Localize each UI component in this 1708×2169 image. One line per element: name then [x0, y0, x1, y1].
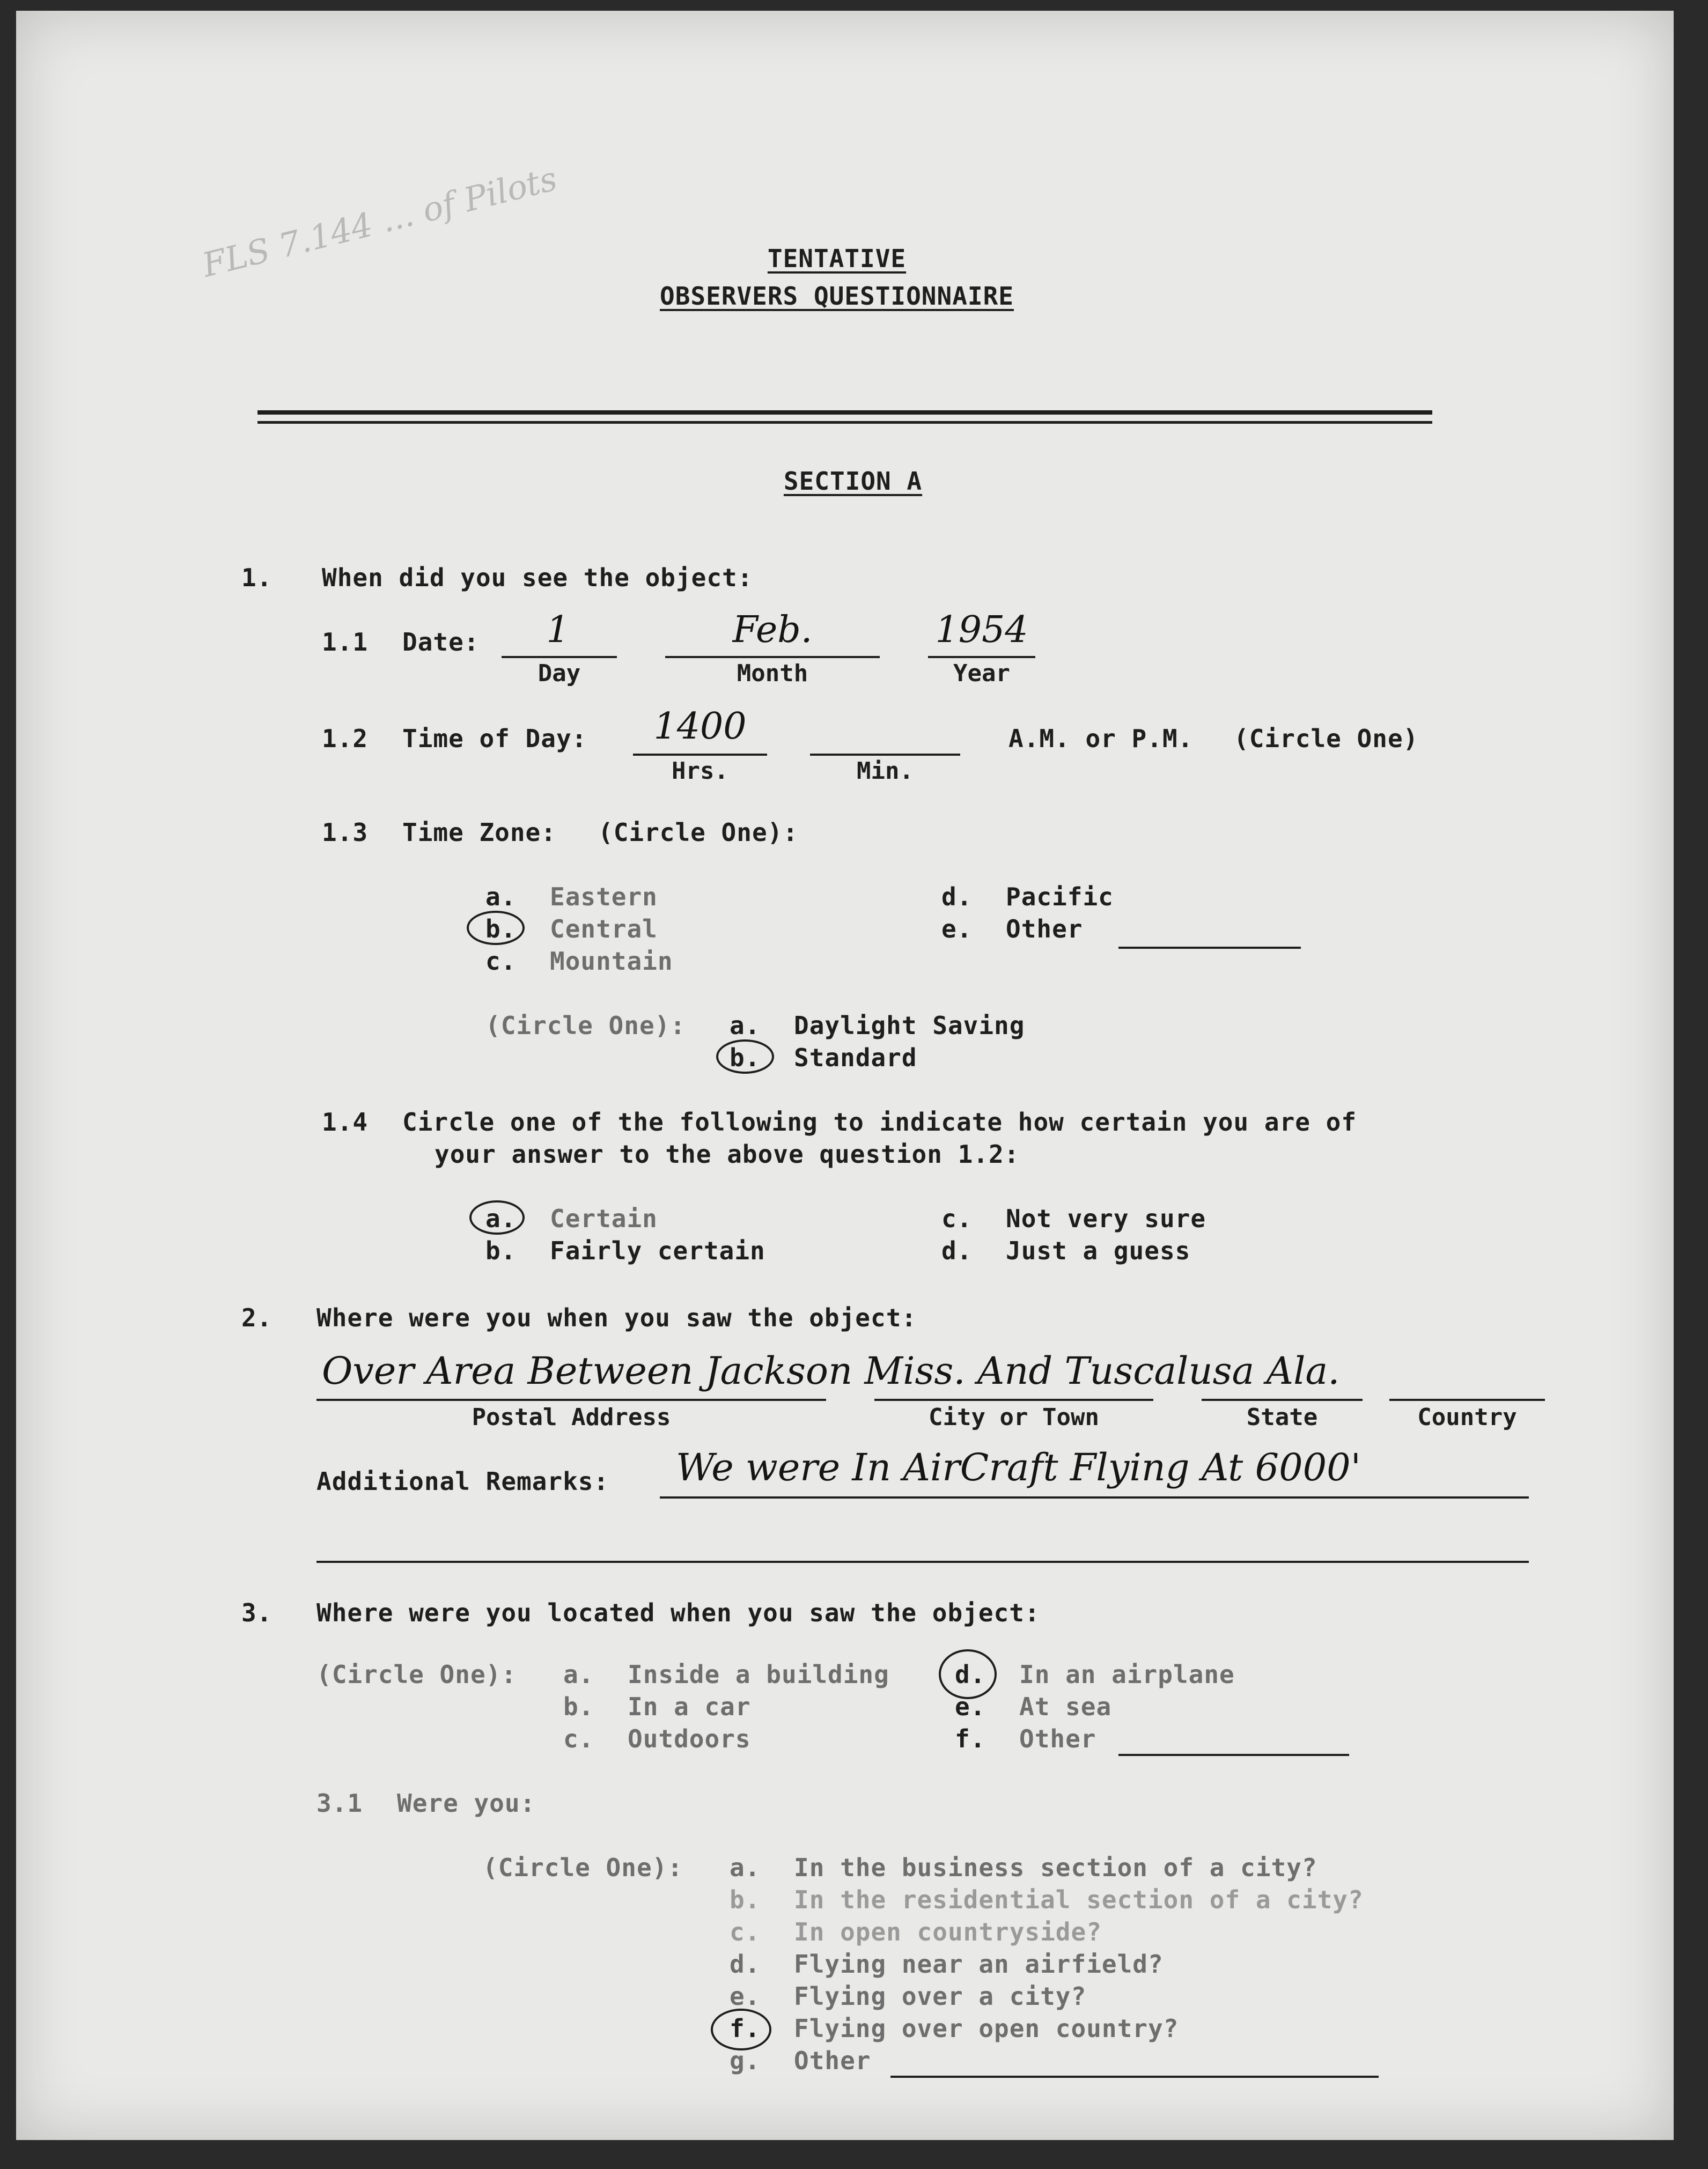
selection-circle	[711, 2009, 771, 2050]
date-month-value[interactable]: Feb.	[732, 609, 813, 651]
q1-4-text-line1: Circle one of the following to indicate how certain you are of	[402, 1108, 1357, 1137]
q1-4-number: 1.4	[322, 1108, 369, 1137]
location-answer[interactable]: Over Area Between Jackson Miss. And Tuscalusa Ala.	[322, 1349, 1340, 1393]
margin-note: FLS 7.144 ... of Pilots	[198, 159, 561, 285]
cert-option-key: c.	[941, 1204, 973, 1233]
loc-option-key: c.	[563, 1724, 594, 1753]
q1-3-number: 1.3	[322, 818, 369, 847]
tz-option-eastern[interactable]: Eastern	[550, 882, 658, 911]
area-option-key: a.	[730, 1853, 761, 1882]
loc-option-car[interactable]: In a car	[628, 1692, 751, 1721]
area-option-business[interactable]: In the business section of a city?	[794, 1853, 1317, 1882]
cert-option-key: b.	[485, 1236, 517, 1265]
tz-option-key: d.	[941, 882, 973, 911]
q1-2-label: Time of Day:	[402, 724, 587, 753]
area-option-key: d.	[730, 1950, 761, 1979]
cert-option-guess[interactable]: Just a guess	[1006, 1236, 1191, 1265]
loc-option-other[interactable]: Other	[1019, 1724, 1096, 1753]
q2-number: 2.	[241, 1303, 273, 1332]
area-option-residential[interactable]: In the residential section of a city?	[794, 1885, 1364, 1914]
q1-2-number: 1.2	[322, 724, 369, 753]
loc-option-key: a.	[563, 1660, 594, 1689]
dst-option-key: a.	[730, 1011, 761, 1040]
loc-option-airplane[interactable]: In an airplane	[1019, 1660, 1235, 1689]
date-month-label: Month	[737, 660, 808, 687]
area-option-key: b.	[730, 1885, 761, 1914]
postal-label: Postal Address	[472, 1404, 671, 1431]
q3-1-text: Were you:	[397, 1789, 536, 1818]
time-circle-one: (Circle One)	[1234, 724, 1419, 753]
section-title: SECTION A	[783, 467, 923, 496]
q3-1-number: 3.1	[316, 1789, 363, 1818]
divider-rule-bottom	[257, 421, 1432, 424]
remarks-label: Additional Remarks:	[316, 1467, 609, 1496]
state-label: State	[1246, 1404, 1318, 1431]
cert-option-key: a.	[485, 1204, 517, 1233]
date-day-value[interactable]: 1	[546, 609, 570, 651]
loc-option-key: b.	[563, 1692, 594, 1721]
q1-3-circle-one: (Circle One):	[598, 818, 799, 847]
date-day-label: Day	[538, 660, 581, 687]
loc-other-line	[1118, 1754, 1349, 1756]
tz-option-key: c.	[485, 947, 517, 976]
area-option-key: c.	[730, 1917, 761, 1946]
selection-circle	[469, 1200, 525, 1235]
country-label: Country	[1417, 1404, 1517, 1431]
tz-other-line	[1118, 947, 1301, 949]
date-year-value[interactable]: 1954	[935, 609, 1028, 651]
cert-option-certain[interactable]: Certain	[550, 1204, 658, 1233]
q1-1-label: Date:	[402, 628, 480, 656]
time-hrs-value[interactable]: 1400	[653, 705, 747, 748]
area-option-other[interactable]: Other	[794, 2046, 871, 2075]
area-option-countryside[interactable]: In open countryside?	[794, 1917, 1102, 1946]
q2-text: Where were you when you saw the object:	[316, 1303, 917, 1332]
divider-rule-top	[257, 410, 1432, 415]
city-line	[874, 1399, 1153, 1401]
q3-text: Where were you located when you saw the object:	[316, 1598, 1040, 1627]
area-option-key: g.	[730, 2046, 761, 2075]
loc-option-sea[interactable]: At sea	[1019, 1692, 1112, 1721]
loc-option-key: f.	[955, 1724, 986, 1753]
tz-option-other[interactable]: Other	[1006, 914, 1083, 943]
time-hrs-line	[633, 754, 767, 756]
city-label: City or Town	[929, 1404, 1099, 1431]
q1-number: 1.	[241, 563, 273, 592]
dst-option-key: b.	[730, 1043, 761, 1072]
area-other-line	[890, 2076, 1379, 2078]
remarks-value[interactable]: We were In AirCraft Flying At 6000'	[676, 1445, 1361, 1489]
area-option-key: e.	[730, 1982, 761, 2011]
remarks-line-2	[316, 1561, 1529, 1563]
date-month-line	[665, 656, 880, 658]
time-ampm[interactable]: A.M. or P.M.	[1008, 724, 1194, 753]
time-hrs-label: Hrs.	[672, 757, 728, 785]
header-line1: TENTATIVE	[767, 244, 907, 273]
loc-option-key: d.	[955, 1660, 986, 1689]
tz-option-key: e.	[941, 914, 973, 943]
cert-option-fairly[interactable]: Fairly certain	[550, 1236, 765, 1265]
header-line2: OBSERVERS QUESTIONNAIRE	[660, 282, 1014, 311]
area-option-over-city[interactable]: Flying over a city?	[794, 1982, 1087, 2011]
cert-option-not-sure[interactable]: Not very sure	[1006, 1204, 1206, 1233]
dst-option-standard[interactable]: Standard	[794, 1043, 917, 1072]
dst-option-daylight[interactable]: Daylight Saving	[794, 1011, 1025, 1040]
date-year-label: Year	[953, 660, 1010, 687]
country-line	[1389, 1399, 1545, 1401]
selection-circle	[467, 911, 525, 945]
date-year-line	[928, 656, 1035, 658]
document-page	[16, 11, 1674, 2140]
time-min-line	[810, 754, 960, 756]
cert-option-key: d.	[941, 1236, 973, 1265]
date-day-line	[502, 656, 617, 658]
postal-line	[316, 1399, 826, 1401]
tz-option-key: b.	[485, 914, 517, 943]
tz-option-pacific[interactable]: Pacific	[1006, 882, 1114, 911]
q3-circle-one: (Circle One):	[316, 1660, 517, 1689]
tz-option-central[interactable]: Central	[550, 914, 658, 943]
tz-option-key: a.	[485, 882, 517, 911]
q3-number: 3.	[241, 1598, 273, 1627]
q3-1-circle-one: (Circle One):	[483, 1853, 683, 1882]
q1-3-label: Time Zone:	[402, 818, 556, 847]
loc-option-building[interactable]: Inside a building	[628, 1660, 889, 1689]
q1-1-number: 1.1	[322, 628, 369, 656]
remarks-line-1	[660, 1496, 1529, 1499]
state-line	[1202, 1399, 1363, 1401]
area-option-key: f.	[730, 2014, 761, 2043]
area-option-open-country[interactable]: Flying over open country?	[794, 2014, 1179, 2043]
time-min-label: Min.	[857, 757, 914, 785]
dst-circle-one: (Circle One):	[485, 1011, 686, 1040]
q1-text: When did you see the object:	[322, 563, 753, 592]
loc-option-key: e.	[955, 1692, 986, 1721]
loc-option-outdoors[interactable]: Outdoors	[628, 1724, 751, 1753]
selection-circle	[716, 1039, 774, 1074]
area-option-airfield[interactable]: Flying near an airfield?	[794, 1950, 1164, 1979]
tz-option-mountain[interactable]: Mountain	[550, 947, 673, 976]
q1-4-text-line2: your answer to the above question 1.2:	[435, 1140, 1020, 1169]
